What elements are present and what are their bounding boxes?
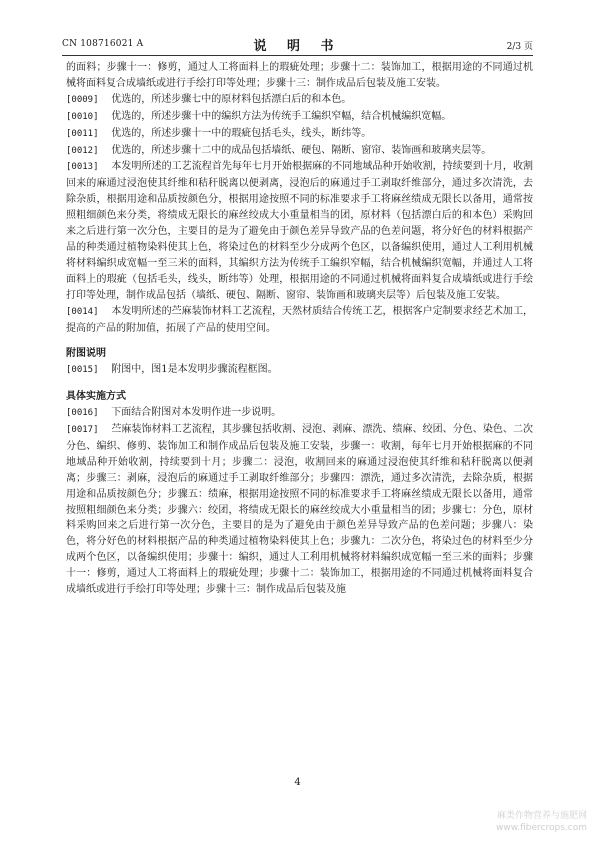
paragraph-number: [0014] bbox=[66, 306, 99, 317]
paragraph-number: [0012] bbox=[66, 145, 99, 156]
paragraph-number: [0015] bbox=[66, 365, 99, 376]
document-title: 说 明 书 bbox=[253, 39, 342, 54]
paragraph-number: [0009] bbox=[66, 94, 99, 105]
document-body bbox=[66, 60, 533, 598]
paragraph-text: 优选的，所述步骤十一中的瑕疵包括毛头，线头，断纬等。 bbox=[111, 127, 372, 139]
paragraph-0010 bbox=[66, 109, 533, 126]
paragraph-number: [0013] bbox=[66, 162, 99, 173]
paragraph-text: 优选的，所述步骤七中的原材料包括漂白后的和本色。 bbox=[111, 93, 352, 105]
continued-paragraph: 的面料；步骤十一：修剪，通过人工将面料上的瑕疵处理；步骤十二：装饰加工，根据用途的不同通过机械将面料复合成墙纸或进行手绘打印等处理；步骤十三：制作成品后包装及施工安装。 bbox=[66, 62, 533, 89]
paragraph-number: [0016] bbox=[66, 408, 99, 419]
paragraph-number: [0010] bbox=[66, 111, 99, 122]
paragraph-text: 优选的，所述步骤十中的编织方法为传统手工编织窄幅，结合机械编织宽幅。 bbox=[111, 110, 452, 122]
watermark-title: 麻类作物营养与施肥网 bbox=[496, 811, 587, 821]
paragraph-number: [0011] bbox=[66, 128, 99, 139]
paragraph-text: 优选的，所述步骤十二中的成品包括墙纸、硬包、隔断、窗帘、装饰画和玻璃夹层等。 bbox=[111, 144, 492, 156]
paragraph-0015 bbox=[66, 362, 533, 379]
patent-number: CN 108716021 A bbox=[62, 39, 144, 49]
header-divider bbox=[62, 55, 533, 56]
paragraph-0014 bbox=[66, 304, 533, 337]
paragraph-text: 本发明所述的工艺流程首先每年七月开始根据麻的不同地域品种开始收割，持续要到十月，收割回来的麻通过浸泡使其纤维和秸秆脱离以便剥离，浸泡后的麻通过手工剥取纤维部分，通过多次清洗，去除杂质，根据用途和品质按颜色分，根据用途按照不同的标准要求手工将麻丝绩成无限长以备用，通常按照粗细颜色来分类，将绩成无限长的麻丝绞成大小重量相当的团，原材料（包括漂白后的和本色）采购回来之后进行第一次分色，主要目的是为了避免由于颜色差异导致产品的色差问题，将分好色的材料根据产品的种类通过植物染料使其上色，将染过色的材料至少分成两个色区，以备编织使用，通过人工利用机械将材料编织成宽幅一至三米的面料，其编织方法为传统手工编织窄幅，结合机械编织宽幅，并通过人工将面料上的瑕疵（包括毛头，线头，断纬等）处理，根据用途的不同通过机械将面料复合成墙纸或进行手绘打印等处理，制作成品包括（墙纸、硬包、隔断、窗帘、装饰画和玻璃夹层等）后包装及施工安装。 bbox=[66, 161, 533, 301]
paragraph-0013 bbox=[66, 159, 533, 303]
section-heading-drawings: 附图说明 bbox=[66, 348, 106, 360]
paragraph-0016 bbox=[66, 405, 533, 422]
paragraph-0017 bbox=[66, 422, 533, 598]
watermark-url: www.fibercrops.com bbox=[496, 823, 587, 833]
watermark bbox=[496, 810, 587, 834]
paragraph-text: 下面结合附图对本发明作进一步说明。 bbox=[111, 407, 282, 419]
paragraph-text: 本发明所述的苎麻装饰材料工艺流程，天然材质结合传统工艺，根据客户定制要求经艺术加工，提高的产品的附加值，拓展了产品的使用空间。 bbox=[66, 305, 533, 334]
paragraph-0011 bbox=[66, 126, 533, 143]
paragraph-text: 附图中，图1是本发明步骤流程框图。 bbox=[111, 364, 278, 376]
paragraph-text: 苎麻装饰材料工艺流程，其步骤包括收割、浸泡、剥麻、漂洗、绩麻、绞团、分色、染色、二次分色、编织、修剪、装饰加工和制作成品后包装及施工安装，步骤一：收割，每年七月开始根据麻的不同地域品种开始收割，持续要到十月；步骤二：浸泡，收割回来的麻通过浸泡使其纤维和秸秆脱离以便剥离；步骤三：剥麻，浸泡后的麻通过手工剥取纤维部分；步骤四：漂洗，通过多次清洗，去除杂质，根据用途和品质按颜色分；步骤五：绩麻，根据用途按照不同的标准要求手工将麻丝绩成无限长以备用，通常按照粗细颜色来分类；步骤六：绞团，将绩成无限长的麻丝绞成大小重量相当的团；步骤七：分色，原材料采购回来之后进行第一次分色，主要目的是为了避免由于颜色差异导致产品的色差问题；步骤八：染色，将分好色的材料根据产品的种类通过植物染料使其上色；步骤九：二次分色，将染过色的材料至少分成两个色区，以备编织使用；步骤十：编织，通过人工利用机械将材料编织成宽幅一至三米的面料；步骤十一：修剪，通过人工将面料上的瑕疵处理；步骤十二：装饰加工，根据用途的不同通过机械将面料复合成墙纸或进行手绘打印等处理；步骤十三：制作成品后包装及施 bbox=[66, 424, 533, 596]
paragraph-0012 bbox=[66, 143, 533, 160]
page-number: 4 bbox=[294, 777, 301, 788]
paragraph-number: [0017] bbox=[66, 425, 99, 436]
page-header bbox=[62, 35, 533, 53]
section-heading-embodiment: 具体实施方式 bbox=[66, 391, 126, 403]
page-counter: 2/3 页 bbox=[506, 42, 533, 52]
paragraph-0009 bbox=[66, 92, 533, 109]
